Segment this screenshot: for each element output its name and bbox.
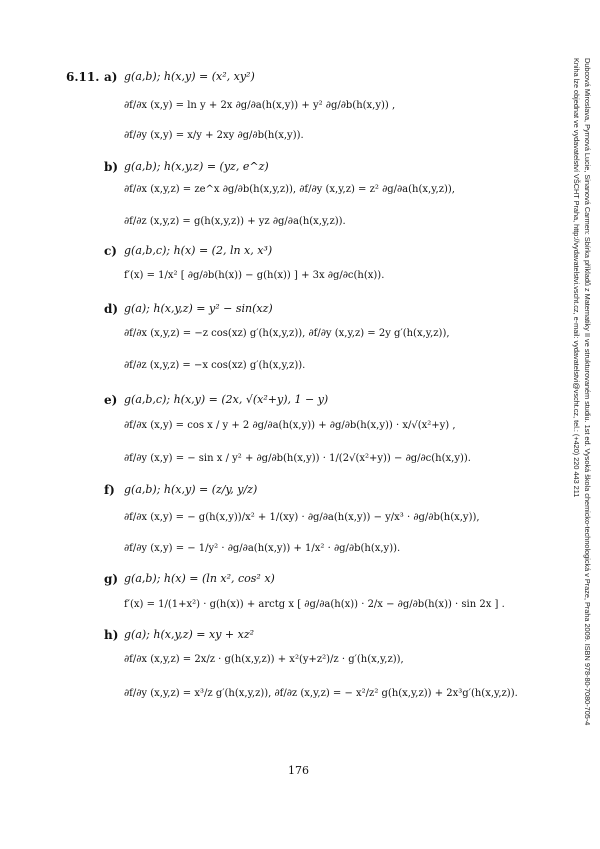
equation-c-1: f′(x) = 1/x² [ ∂g/∂b(h(x)) − g(h(x)) ] + 3x ∂g/∂c(h(x)). [124,270,385,281]
item-label-c: c) [104,244,117,258]
item-header-e: g(a,b,c); h(x,y) = (2x, √(x²+y), 1 − y) [124,393,329,406]
equation-a-1: ∂f/∂x (x,y) = ln y + 2x ∂g/∂a(h(x,y)) + y² ∂g/∂b(h(x,y)) , [124,100,396,111]
page-number: 176 [288,764,309,777]
item-header-c: g(a,b,c); h(x) = (2, ln x, x³) [124,244,273,257]
item-header-h: g(a); h(x,y,z) = xy + xz² [124,628,255,641]
exercise-number: 6.11. [66,70,100,84]
item-label-f: f) [104,483,115,497]
equation-f-2: ∂f/∂y (x,y) = − 1/y² · ∂g/∂a(h(x,y)) + 1/x² · ∂g/∂b(h(x,y)). [124,543,401,554]
equation-d-1: ∂f/∂x (x,y,z) = −z cos(xz) g′(h(x,y,z)), ∂f/∂y (x,y,z) = 2y g′(h(x,y,z)), [124,328,450,339]
equation-d-2: ∂f/∂z (x,y,z) = −x cos(xz) g′(h(x,y,z)). [124,360,306,371]
item-header-b: g(a,b); h(x,y,z) = (yz, e^z) [124,160,269,173]
equation-f-1: ∂f/∂x (x,y) = − g(h(x,y))/x² + 1/(xy) · ∂g/∂a(h(x,y)) − y/x³ · ∂g/∂b(h(x,y)), [124,512,480,523]
item-label-h: h) [104,628,119,642]
equation-g-1: f′(x) = 1/(1+x²) · g(h(x)) + arctg x [ ∂g/∂a(h(x)) · 2/x − ∂g/∂b(h(x)) · sin 2x ] . [124,599,505,610]
equation-e-1: ∂f/∂x (x,y) = cos x / y + 2 ∂g/∂a(h(x,y)) + ∂g/∂b(h(x,y)) · x/√(x²+y) , [124,420,456,431]
equation-b-2: ∂f/∂z (x,y,z) = g(h(x,y,z)) + yz ∂g/∂a(h(x,y,z)). [124,216,346,227]
copyright-sidebar [571,58,592,725]
equation-h-1: ∂f/∂x (x,y,z) = 2x/z · g(h(x,y,z)) + x²(y+z²)/z · g′(h(x,y,z)), [124,654,404,665]
item-label-e: e) [104,393,118,407]
item-header-g: g(a,b); h(x) = (ln x², cos² x) [124,572,275,585]
item-header-f: g(a,b); h(x,y) = (z/y, y/z) [124,483,258,496]
item-label-g: g) [104,572,119,586]
equation-e-2: ∂f/∂y (x,y) = − sin x / y² + ∂g/∂b(h(x,y)) · 1/(2√(x²+y)) − ∂g/∂c(h(x,y)). [124,453,471,464]
equation-h-2: ∂f/∂y (x,y,z) = x³/z g′(h(x,y,z)), ∂f/∂z (x,y,z) = − x²/z² g(h(x,y,z)) + 2x³g′(h(x,y,z)). [124,688,518,699]
equation-a-2: ∂f/∂y (x,y) = x/y + 2xy ∂g/∂b(h(x,y)). [124,130,304,141]
item-header-d: g(a); h(x,y,z) = y² − sin(xz) [124,302,273,315]
item-label-d: d) [104,302,119,316]
item-label-b: b) [104,160,119,174]
item-label-a: a) [104,70,118,84]
side-note-citation: Dubcová Miroslava, Pyrnová Lucie, Sinanová Carmen: Sbírka příkladů z Matematiky II ve strukturovaném studiu. 1st ed. Vysoká škola chemicko-technologická v Praze, Praha 2009. ISBN 978-80-7080-705-4 [583,58,592,726]
item-header-a: g(a,b); h(x,y) = (x², xy²) [124,70,255,83]
side-note-order-info: Kniha lze objednat ve vydavatelství VŠCHT Praha, http://vydavatelstvi.vscht.cz, e-mail: vydavatelstvi@vscht.cz, tel.: (+420) 220 443 211 [572,58,582,498]
equation-b-1: ∂f/∂x (x,y,z) = ze^x ∂g/∂b(h(x,y,z)), ∂f/∂y (x,y,z) = z² ∂g/∂a(h(x,y,z)), [124,184,455,195]
